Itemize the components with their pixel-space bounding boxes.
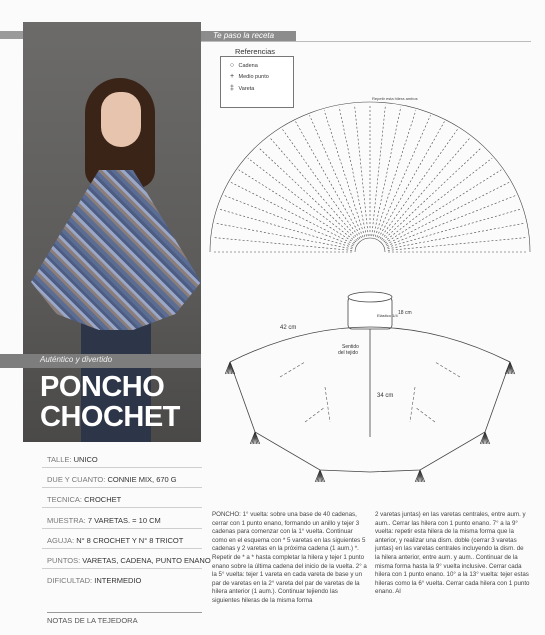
fan-ray [282,129,360,239]
recipe-tab [201,31,296,41]
spec-key: MUESTRA: [47,516,86,525]
spec-value: INTERMEDIO [94,576,142,585]
crochet-diagram [205,92,535,492]
divider [42,528,202,529]
length-label: 34 cm [377,393,394,399]
fan-ray [377,115,431,237]
fan-ray [384,158,492,242]
width-label: 42 cm [280,325,297,331]
stitch-arrow [435,362,460,377]
spec-row [47,556,211,565]
divider [42,548,202,549]
legend-item [227,85,254,92]
fan-ray [231,182,354,244]
stitch-arrow [410,387,415,422]
legend-item [227,73,269,80]
spec-value: 7 VARETAS. = 10 CM [87,516,161,525]
fan-ray [258,147,357,240]
neck-top [348,292,392,302]
spec-row [47,576,141,585]
fan-ray [296,121,362,237]
spec-value: VARETAS, CADENA, PUNTO ENANO [82,556,211,565]
half-stitch-symbol-icon: + [229,73,235,80]
legend-label: Vareta [238,86,255,92]
fan-ray [248,158,356,242]
double-crochet-symbol-icon: ‡ [230,85,234,92]
notes-label: NOTAS DE LA TEJEDORA [47,616,138,625]
spec-value: CROCHET [84,495,122,504]
fan-ray [388,223,525,249]
hero-title [40,372,180,432]
hero-title-line1: PONCHO [40,371,165,403]
fan-outer-arc [210,102,530,252]
spec-value: N° 8 CROCHET Y N° 8 TRICOT [76,536,184,545]
fan-ray [387,209,521,247]
fan-ray [385,170,501,243]
hero-title-line2: CHOCHET [40,401,180,433]
spec-key: AGUJA: [47,536,75,545]
notes-divider [47,612,202,613]
divider [42,467,202,468]
recipe-tab-label: Te paso la receta [213,31,275,40]
direction-label-2: del tejido [338,350,359,356]
fan-ray [388,237,527,250]
fan-chart [210,102,530,252]
instructions-col2: 2 varetas juntas) en las varetas centrales, entre aum. y aum.. Cerrar las hilera con 1 punto enano. 7° a la 9° vuelta: repetir esta hilera de la misma forma que la anterior, y realizar una dism. doble (cerrar 3 varetas juntas) en las varetas centrales incluyendo la dism. de la hilera anterior, entre aum. y aum.. Continuar de la misma forma hasta la 9° vuelta inclusive. Cerrar cada hilera con 1 punto enano. 10° a la 13° vuelta: tejer estas hileras como la 6° vuelta. Cerrar cada hilera con 1 punto enano. Al [375,511,530,596]
stitch-arrow [325,387,330,422]
spec-key: DIFICULTAD: [47,576,93,585]
height-label: 18 cm [398,310,412,316]
stitch-arrow [415,407,435,422]
poncho-shape [31,170,201,330]
fan-ray [386,182,509,244]
fan-ray [239,170,355,243]
spec-key: TALLE: [47,455,72,464]
instructions-col1: PONCHO: 1° vuelta: sobre una base de 40 cadenas, cerrar con 1 punto enano, formando un anillo y tejer 3 cadenas para comenzar con la 1° vuelta. Continuar como en el esquema con * 5 varetas en las siguientes 5 cadenas y 2 varetas en la próxima cadena (1 aum.) *. Repetir de * a * hasta completar la hilera y tejer 1 punto enano sobre la última cadena del inicio de la vuelta. 2° a la 5° vuelta: tejer 1 vareta en cada vareta de base y un par de varetas en la 2° vareta del par de varetas de la hilera anterior (1 aum.). Continuar tejiendo las siguientes hileras de la misma forma [212,511,367,604]
legend-title: Referencias [235,47,276,56]
spec-key: TECNICA: [47,495,83,504]
divider [42,568,202,569]
fan-ray [339,107,366,236]
fan-ray [213,237,352,250]
fan-ray [215,223,352,249]
fan-ray [355,105,369,236]
left-accent-bar [0,31,23,39]
spec-row [47,536,183,545]
fan-inner-arc [355,238,385,252]
hero-subtitle: Auténtico y divertido [40,355,113,364]
fan-ray [310,115,364,237]
chain-symbol-icon: ○ [229,62,235,69]
spec-key: DUE Y CUANTO: [47,475,106,484]
fan-ray [219,209,353,247]
fan-ray [378,121,444,237]
fan-ray [324,110,365,236]
direction-label-1: Sentido [342,344,359,350]
fan-ray [375,110,416,236]
header-rule [201,41,531,42]
spec-row [47,516,161,525]
spec-key: PUNTOS: [47,556,81,565]
face-shape [101,92,141,147]
poncho-schematic [230,292,510,472]
fan-ray [224,195,353,246]
stitch-arrow [305,407,325,422]
fan-center-note: Repetir esta hilera ambos [372,96,418,101]
spec-row [47,475,177,484]
legend-label: Medio punto [238,74,269,80]
fan-ray [372,105,386,236]
spec-row [47,495,121,504]
legend-label: Cadena [238,63,258,69]
legend-item [227,62,258,69]
divider [42,487,202,488]
fan-ray [387,195,516,246]
divider [42,507,202,508]
fan-ray [380,129,458,239]
stitch-arrow [280,362,305,377]
fan-ray [383,147,482,240]
spec-value: UNICO [73,455,98,464]
elastic-label: Elástico 1/4 [377,313,398,318]
spec-row [47,455,98,464]
fan-ray [374,107,401,236]
spec-value: CONNIE MIX, 670 G [107,475,177,484]
